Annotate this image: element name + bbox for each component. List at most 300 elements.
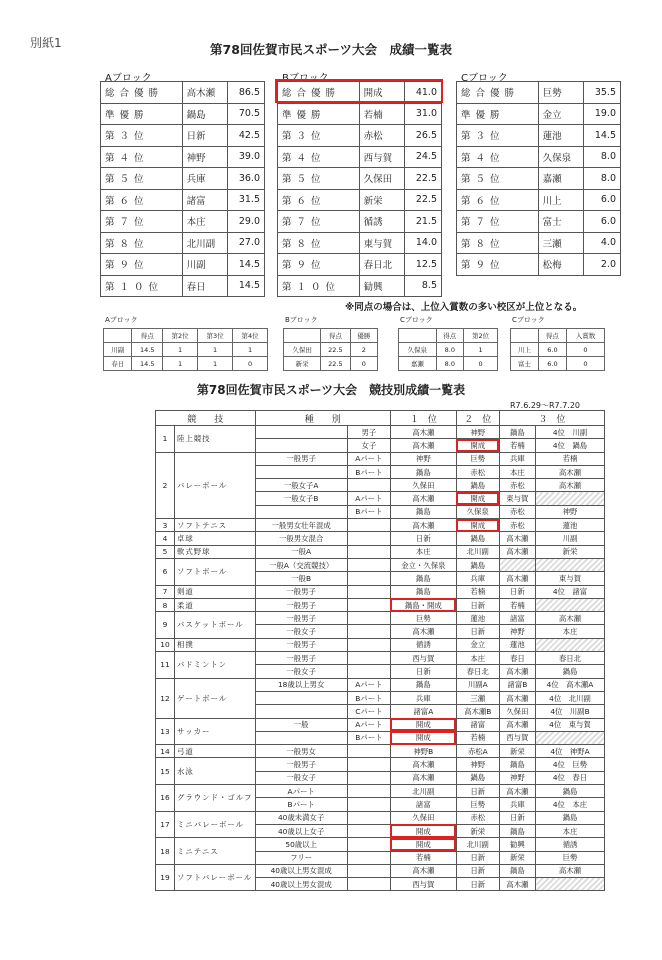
third-place-b: 4位 東与賀 [535, 718, 604, 731]
event-header-cell: 種 別 [255, 411, 390, 426]
category: 50歳以上 [255, 838, 347, 851]
event-row [156, 652, 605, 665]
second-place: 開成 [456, 519, 499, 532]
rank-label: 準優勝 [457, 103, 539, 125]
ranking-row [457, 103, 621, 125]
second-place: 日新 [456, 851, 499, 864]
part [347, 532, 390, 545]
first-place: 本庄 [390, 545, 456, 558]
third-place: 蓮池 [499, 638, 535, 651]
rank-label: 第４位 [457, 146, 539, 168]
rank-label: 第５位 [101, 168, 183, 190]
third-place-b: 巨勢 [535, 851, 604, 864]
second-place: 新栄 [456, 824, 499, 837]
category [255, 426, 347, 439]
first-place: 西与賀 [390, 652, 456, 665]
third-place: 鍋島 [499, 824, 535, 837]
part [347, 878, 390, 891]
part: Aパート [347, 678, 390, 691]
score: 6.0 [584, 211, 621, 233]
part [347, 519, 390, 532]
category: 一般女子 [255, 771, 347, 784]
second-place: 巨勢 [456, 798, 499, 811]
part [347, 625, 390, 638]
ranking-row [457, 125, 621, 147]
second-place: 久保泉 [456, 505, 499, 518]
score: 8.5 [405, 275, 442, 297]
ranking-row [457, 146, 621, 168]
third-place: 高木瀬 [499, 718, 535, 731]
second-place: 川副A [456, 678, 499, 691]
second-place: 日新 [456, 598, 499, 611]
second-place: 開成 [456, 492, 499, 505]
tiebreak-cell: 14.5 [132, 343, 163, 357]
event-name: バレーボール [175, 452, 256, 518]
category: 一般男女 [255, 745, 347, 758]
category: 40歳未満女子 [255, 811, 347, 824]
category: 一般男子 [255, 758, 347, 771]
first-place: 高木瀬 [390, 439, 456, 452]
part [347, 479, 390, 492]
score: 22.5 [405, 168, 442, 190]
part [347, 558, 390, 571]
tiebreak-cell: 川上 [511, 343, 539, 357]
category: Aパート [255, 785, 347, 798]
score: 31.0 [405, 103, 442, 125]
ranking-row [101, 82, 265, 104]
rank-label: 第４位 [278, 146, 360, 168]
rank-label: 第６位 [457, 189, 539, 211]
third-place-b: 蓮池 [535, 519, 604, 532]
tiebreak-cell: 6.0 [538, 357, 566, 371]
score: 14.0 [405, 232, 442, 254]
period: R7.6.29～R7.7.20 [510, 401, 581, 410]
ranking-row [457, 82, 621, 104]
first-place: 西与賀 [390, 878, 456, 891]
ranking-row [278, 254, 442, 276]
ranking-row [278, 146, 442, 168]
second-place: 日新 [456, 625, 499, 638]
rank-label: 総合優勝 [101, 82, 183, 104]
first-place: 日新 [390, 665, 456, 678]
part: Bパート [347, 731, 390, 744]
third-place: 高木瀬 [499, 878, 535, 891]
first-place: 久保田 [390, 479, 456, 492]
school-name: 赤松 [359, 125, 405, 147]
category: 40歳以上男女混成 [255, 878, 347, 891]
third-place-b: 鍋島 [535, 785, 604, 798]
tiebreak-cell: 6.0 [538, 343, 566, 357]
third-place-b: 4位 川副B [535, 705, 604, 718]
score: 31.5 [228, 189, 265, 211]
first-place: 循誘 [390, 638, 456, 651]
third-place-b: 4位 川副 [535, 426, 604, 439]
school-name: 本庄 [182, 211, 228, 233]
overall-title: 第78回佐賀市民スポーツ大会 成績一覧表 [210, 42, 452, 57]
first-place: 巨勢 [390, 612, 456, 625]
category: 一般A（交流競技） [255, 558, 347, 571]
third-place-b [535, 731, 604, 744]
event-name: 陸上競技 [175, 426, 256, 453]
rank-label: 第１０位 [101, 275, 183, 297]
third-place-b: 4位 諸富 [535, 585, 604, 598]
tiebreak-row [104, 329, 268, 343]
third-place: 勧興 [499, 838, 535, 851]
ranking-row [101, 168, 265, 190]
third-place-b: 4位 北川副 [535, 691, 604, 704]
tiebreak-table [283, 328, 378, 371]
ranking-table [277, 81, 442, 297]
event-row [156, 532, 605, 545]
tiebreak-cell [104, 329, 132, 343]
third-place-b [535, 638, 604, 651]
event-row [156, 838, 605, 851]
third-place-b: 高木瀬 [535, 465, 604, 478]
ranking-row [278, 232, 442, 254]
rank-label: 第９位 [457, 254, 539, 276]
first-place: 鍋島 [390, 585, 456, 598]
school-name: 富士 [538, 211, 584, 233]
first-place: 開成 [390, 824, 456, 837]
tiebreak-table [398, 328, 498, 371]
tiebreak-row [511, 357, 605, 371]
part: Bパート [347, 505, 390, 518]
tiebreak-row [399, 329, 498, 343]
third-place [499, 558, 535, 571]
third-place: 若楠 [499, 598, 535, 611]
tiebreak-cell: 2 [350, 343, 377, 357]
second-place: 若楠 [456, 585, 499, 598]
school-name: 西与賀 [359, 146, 405, 168]
event-name: ミニテニス [175, 838, 256, 865]
part: 男子 [347, 426, 390, 439]
part [347, 612, 390, 625]
event-name: バスケットボール [175, 612, 256, 639]
event-name: 相撲 [175, 638, 256, 651]
first-place: 神野B [390, 745, 456, 758]
third-place: 日新 [499, 585, 535, 598]
event-number: 8 [156, 598, 175, 611]
block-label: Cブロック [461, 73, 508, 84]
ranking-row [101, 103, 265, 125]
event-number: 11 [156, 652, 175, 679]
tiebreak-row [284, 343, 378, 357]
third-place: 高木瀬 [499, 665, 535, 678]
first-place: 若楠 [390, 851, 456, 864]
tiebreak-cell: 1 [163, 357, 198, 371]
first-place: 高木瀬 [390, 864, 456, 877]
event-row [156, 785, 605, 798]
part [347, 638, 390, 651]
third-place: 久保田 [499, 705, 535, 718]
category: 一般女子A [255, 479, 347, 492]
second-place: 兵庫 [456, 572, 499, 585]
tiebreak-cell: 0 [350, 357, 377, 371]
second-place: 諸富 [456, 718, 499, 731]
tiebreak-cell: 久保田 [284, 343, 321, 357]
event-name: 柔道 [175, 598, 256, 611]
second-place: 鍋島 [456, 771, 499, 784]
ranking-row [278, 275, 442, 297]
first-place: 開成 [390, 718, 456, 731]
third-place: 若楠 [499, 439, 535, 452]
tiebreak-label: Cブロック [512, 316, 545, 324]
part [347, 572, 390, 585]
school-name: 東与賀 [359, 232, 405, 254]
score: 14.5 [228, 254, 265, 276]
school-name: 嘉瀬 [538, 168, 584, 190]
first-place: 鍋島 [390, 678, 456, 691]
category: 一般男子 [255, 652, 347, 665]
score: 21.5 [405, 211, 442, 233]
score: 29.0 [228, 211, 265, 233]
event-name: バドミントン [175, 652, 256, 679]
part: Cパート [347, 705, 390, 718]
category: 一般男子 [255, 612, 347, 625]
ranking-row [457, 232, 621, 254]
event-header-cell: １ 位 [390, 411, 456, 426]
rank-label: 第６位 [278, 189, 360, 211]
category [255, 439, 347, 452]
part [347, 838, 390, 851]
category [255, 731, 347, 744]
event-row [156, 598, 605, 611]
tiebreak-cell: 0 [233, 357, 268, 371]
tiebreak-cell: 0 [464, 357, 498, 371]
score: 36.0 [228, 168, 265, 190]
part [347, 585, 390, 598]
event-name: 剣道 [175, 585, 256, 598]
part: Aパート [347, 492, 390, 505]
event-title: 第78回佐賀市民スポーツ大会 競技別成績一覧表 [196, 383, 466, 397]
tiebreak-table [103, 328, 268, 371]
third-place-b [535, 558, 604, 571]
third-place: 新栄 [499, 851, 535, 864]
tiebreak-cell: 第4位 [233, 329, 268, 343]
tiebreak-row [284, 357, 378, 371]
second-place: 日新 [456, 864, 499, 877]
third-place: 赤松 [499, 505, 535, 518]
event-name: サッカー [175, 718, 256, 745]
event-name: 卓球 [175, 532, 256, 545]
second-place: 開成 [456, 439, 499, 452]
rank-label: 第５位 [457, 168, 539, 190]
tiebreak-label: Aブロック [105, 316, 138, 324]
third-place-b: 高木瀬 [535, 864, 604, 877]
tiebreak-row [284, 329, 378, 343]
rank-label: 総合優勝 [457, 82, 539, 104]
score: 6.0 [584, 189, 621, 211]
category: 一般男子 [255, 452, 347, 465]
tiebreak-cell: 川副 [104, 343, 132, 357]
first-place: 開成 [390, 731, 456, 744]
tiebreak-cell: 第2位 [464, 329, 498, 343]
ranking-row [457, 189, 621, 211]
event-row [156, 718, 605, 731]
event-number: 16 [156, 785, 175, 812]
school-name: 北川副 [182, 232, 228, 254]
third-place: 諸富 [499, 612, 535, 625]
tiebreak-row [399, 357, 498, 371]
school-name: 若楠 [359, 103, 405, 125]
school-name: 春日 [182, 275, 228, 297]
third-place-b: 川副 [535, 532, 604, 545]
event-number: 2 [156, 452, 175, 518]
event-number: 6 [156, 558, 175, 585]
second-place: 赤松 [456, 811, 499, 824]
school-name: 勧興 [359, 275, 405, 297]
tiebreak-row [511, 343, 605, 357]
rank-label: 第８位 [457, 232, 539, 254]
event-row [156, 545, 605, 558]
third-place-b: 高木瀬 [535, 479, 604, 492]
first-place: 高木瀬 [390, 519, 456, 532]
first-place: 高木瀬 [390, 492, 456, 505]
part [347, 771, 390, 784]
school-name: 春日北 [359, 254, 405, 276]
ranking-row [101, 275, 265, 297]
third-place-b [535, 878, 604, 891]
school-name: 久保泉 [538, 146, 584, 168]
tiebreak-cell: 0 [566, 343, 604, 357]
third-place: 鍋島 [499, 426, 535, 439]
category: 18歳以上男女 [255, 678, 347, 691]
first-place: 日新 [390, 532, 456, 545]
third-place: 日新 [499, 811, 535, 824]
tiebreak-label: Bブロック [285, 316, 318, 324]
school-name: 松梅 [538, 254, 584, 276]
event-header-row [156, 411, 605, 426]
score: 70.5 [228, 103, 265, 125]
rank-label: 準優勝 [278, 103, 360, 125]
category: 一般男女混合 [255, 532, 347, 545]
score: 39.0 [228, 146, 265, 168]
score: 8.0 [584, 168, 621, 190]
event-name: ソフトボール [175, 558, 256, 585]
tiebreak-cell: 8.0 [436, 343, 464, 357]
category: 一般A [255, 545, 347, 558]
third-place: 東与賀 [499, 492, 535, 505]
first-place: 兵庫 [390, 691, 456, 704]
part [347, 851, 390, 864]
school-name: 川上 [538, 189, 584, 211]
school-name: 諸富 [182, 189, 228, 211]
third-place: 新栄 [499, 745, 535, 758]
event-number: 3 [156, 519, 175, 532]
third-place-b: 若楠 [535, 452, 604, 465]
ranking-row [278, 168, 442, 190]
school-name: 新栄 [359, 189, 405, 211]
school-name: 金立 [538, 103, 584, 125]
score: 14.5 [228, 275, 265, 297]
school-name: 蓮池 [538, 125, 584, 147]
ranking-row [101, 232, 265, 254]
third-place: 神野 [499, 625, 535, 638]
school-name: 日新 [182, 125, 228, 147]
event-number: 1 [156, 426, 175, 453]
event-row [156, 585, 605, 598]
tiebreak-cell: 得点 [132, 329, 163, 343]
third-place-b: 春日北 [535, 652, 604, 665]
third-place-b: 鍋島 [535, 665, 604, 678]
tiebreak-cell: 得点 [321, 329, 351, 343]
rank-label: 第３位 [101, 125, 183, 147]
third-place-b: 鍋島 [535, 811, 604, 824]
first-place: 鍋島 [390, 572, 456, 585]
rank-label: 第９位 [101, 254, 183, 276]
score: 27.0 [228, 232, 265, 254]
third-place: 鍋島 [499, 864, 535, 877]
category: 一般男子 [255, 638, 347, 651]
second-place: 本庄 [456, 652, 499, 665]
second-place: 春日北 [456, 665, 499, 678]
tiebreak-cell: 1 [163, 343, 198, 357]
event-row [156, 678, 605, 691]
first-place: 高木瀬 [390, 771, 456, 784]
category [255, 691, 347, 704]
tiebreak-row [399, 343, 498, 357]
score: 8.0 [584, 146, 621, 168]
event-name: 弓道 [175, 745, 256, 758]
second-place: 日新 [456, 878, 499, 891]
event-number: 4 [156, 532, 175, 545]
ranking-row [278, 103, 442, 125]
category: 一般女子B [255, 492, 347, 505]
third-place-b: 本庄 [535, 625, 604, 638]
third-place-b [535, 492, 604, 505]
part [347, 652, 390, 665]
event-name: ソフトバレーボール [175, 864, 256, 891]
score: 26.5 [405, 125, 442, 147]
third-place-b: 本庄 [535, 824, 604, 837]
rank-label: 第６位 [101, 189, 183, 211]
third-place-b: 循誘 [535, 838, 604, 851]
tiebreak-cell: 第2位 [163, 329, 198, 343]
score: 86.5 [228, 82, 265, 104]
tiebreak-row [511, 329, 605, 343]
event-row [156, 758, 605, 771]
score: 41.0 [405, 82, 442, 104]
second-place: 高木瀬B [456, 705, 499, 718]
part [347, 864, 390, 877]
event-row [156, 638, 605, 651]
third-place-b: 神野 [535, 505, 604, 518]
tiebreak-cell: 富士 [511, 357, 539, 371]
third-place: 神野 [499, 771, 535, 784]
category: 一般B [255, 572, 347, 585]
event-number: 15 [156, 758, 175, 785]
school-name: 三瀬 [538, 232, 584, 254]
part [347, 785, 390, 798]
third-place-b: 4位 巨勢 [535, 758, 604, 771]
tiebreak-label: Cブロック [400, 316, 433, 324]
tiebreak-cell: 第3位 [198, 329, 233, 343]
tiebreak-cell: 久保泉 [399, 343, 437, 357]
second-place: 北川副 [456, 545, 499, 558]
tiebreak-row [104, 357, 268, 371]
tiebreak-cell: 22.5 [321, 357, 351, 371]
part [347, 745, 390, 758]
third-place: 高木瀬 [499, 572, 535, 585]
part: Bパート [347, 465, 390, 478]
part [347, 545, 390, 558]
part: 女子 [347, 439, 390, 452]
ranking-row [457, 168, 621, 190]
first-place: 諸富 [390, 798, 456, 811]
tiebreak-cell [284, 329, 321, 343]
ranking-row [457, 211, 621, 233]
category: 一般 [255, 718, 347, 731]
